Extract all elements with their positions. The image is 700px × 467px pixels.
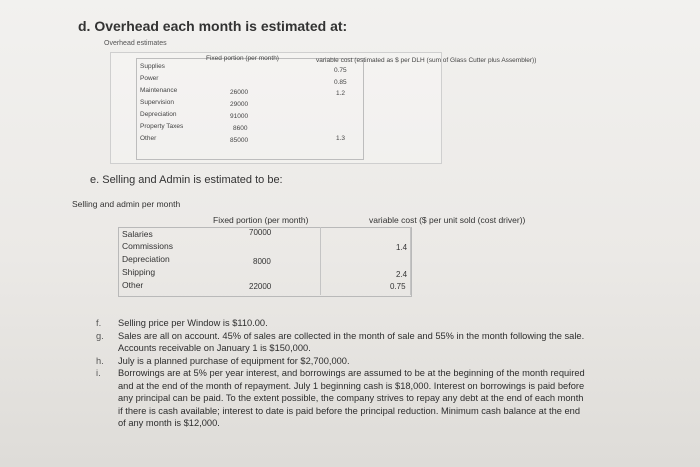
overhead-variable-value: 0.85: [334, 79, 347, 86]
selling-admin-caption: Selling and admin per month: [72, 199, 181, 209]
list-item-text: Sales are all on account. 45% of sales are collected in the month of sale and 55% in the month following the sale. Accounts receivable on January 1 is $150,000.: [118, 330, 585, 353]
overhead-row-label: Power: [140, 75, 159, 82]
overhead-fixed-header: Fixed portion (per month): [206, 55, 279, 62]
sa-row-label: Shipping: [122, 267, 156, 277]
overhead-row-label: Maintenance: [140, 87, 178, 94]
overhead-row-label: Depreciation: [140, 111, 177, 118]
list-marker: i.: [96, 368, 101, 378]
list-item: [90, 330, 590, 355]
overhead-table-grid: [136, 58, 364, 160]
overhead-row-label: Supplies: [140, 63, 165, 70]
list-item: [90, 317, 590, 330]
sa-variable-value: 1.4: [396, 243, 408, 252]
sa-row-label: Depreciation: [122, 254, 170, 264]
overhead-row-label: Other: [140, 135, 157, 142]
list-item-text: Selling price per Window is $110.00.: [118, 318, 268, 328]
overhead-fixed-value: 85000: [230, 137, 249, 144]
list-item-text: Borrowings are at 5% per year interest, and borrowings are assumed to be at the beginning of the month required and at the end of the month of repayment. July 1 beginning cash is $18,000. Interest on borrowings is paid before any principal can be paid. To the extent possible, the company strives to repay any debt at the end of each month if there is cash available; interest to date is paid before the principal reduction. Minimum cash balance at the end of any month is $12,000.: [118, 368, 585, 428]
overhead-row-label: Supervision: [140, 99, 174, 106]
overhead-fixed-value: 91000: [230, 113, 249, 120]
overhead-fixed-value: 8600: [233, 125, 248, 132]
overhead-row-label: Property Taxes: [140, 123, 184, 130]
list-item: [90, 367, 590, 430]
section-d-heading: d. Overhead each month is estimated at:: [78, 18, 348, 34]
table-divider: [410, 227, 411, 295]
list-marker: f.: [96, 318, 102, 328]
sa-row-label: Commissions: [122, 241, 174, 251]
list-marker: h.: [96, 355, 104, 366]
section-e-heading: e. Selling and Admin is estimated to be:: [90, 174, 283, 186]
overhead-variable-value: 0.75: [334, 67, 347, 74]
sa-variable-value: 2.4: [396, 270, 408, 279]
overhead-fixed-value: 26000: [230, 89, 249, 96]
sa-row-label: Salaries: [122, 229, 153, 239]
sa-fixed-value: 8000: [253, 257, 271, 266]
overhead-variable-value: 1.3: [336, 135, 346, 142]
sa-variable-header: variable cost ($ per unit sold (cost driver)): [369, 215, 526, 225]
sa-fixed-header: Fixed portion (per month): [213, 215, 309, 225]
sa-variable-value: 0.75: [390, 282, 406, 291]
table-divider: [320, 227, 321, 295]
sa-fixed-value: 22000: [249, 282, 272, 291]
overhead-variable-header: variable cost (estimated as $ per DLH (sum of Glass Cutter plus Assembler)): [316, 57, 537, 64]
overhead-caption: Overhead estimates: [104, 40, 167, 47]
overhead-variable-value: 1.2: [336, 90, 346, 97]
sa-fixed-value: 70000: [249, 228, 272, 237]
assumptions-list: [90, 317, 590, 430]
list-item-text: July is a planned purchase of equipment for $2,700,000.: [118, 355, 350, 366]
overhead-fixed-value: 29000: [230, 101, 249, 108]
list-item: [90, 355, 590, 368]
sa-row-label: Other: [122, 280, 144, 290]
list-marker: g.: [96, 330, 104, 341]
